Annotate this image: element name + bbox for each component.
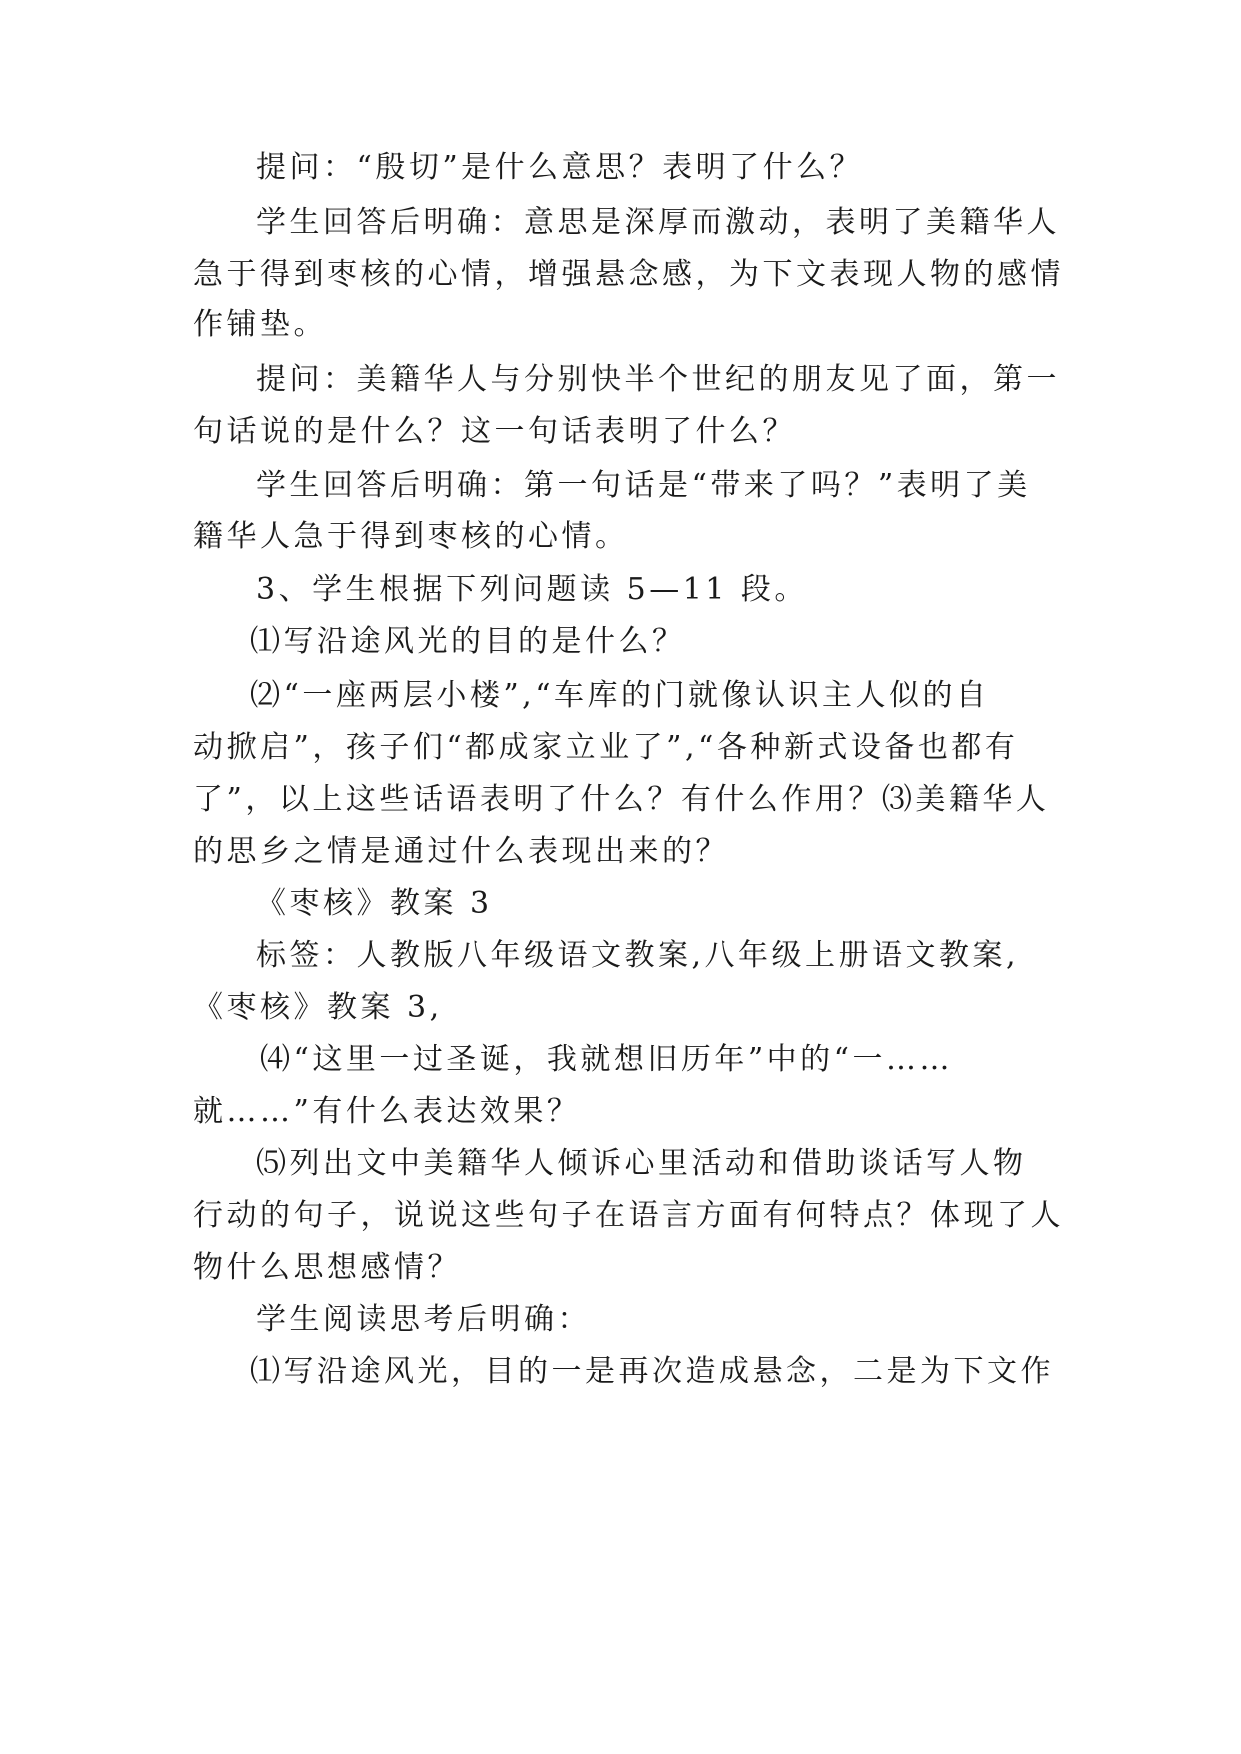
tags-line: 标签：人教版八年级语文教案,八年级上册语文教案, bbox=[256, 938, 1020, 973]
question-item: ⑷“这里一过圣诞，我就想旧历年”中的“一…… bbox=[260, 1042, 954, 1077]
answer-line: ⑴写沿途风光，目的一是再次造成悬念，二是为下文作 bbox=[250, 1354, 1054, 1389]
question-item: 物什么思想感情？ bbox=[193, 1250, 461, 1285]
question-item: 就……”有什么表达效果？ bbox=[193, 1094, 581, 1129]
question-item: 动掀启”，孩子们“都成家立业了”,“各种新式设备也都有 bbox=[193, 730, 1019, 765]
answer-line: 籍华人急于得到枣核的心情。 bbox=[193, 519, 629, 554]
answer-line: 学生回答后明确：第一句话是“带来了吗？”表明了美 bbox=[256, 468, 1031, 503]
answer-line: 学生阅读思考后明确： bbox=[256, 1302, 591, 1337]
answer-line: 作铺垫。 bbox=[193, 307, 327, 342]
question-item: 了”，以上这些话语表明了什么？有什么作用？⑶美籍华人 bbox=[193, 782, 1050, 817]
question-item: 行动的句子，说说这些句子在语言方面有何特点？体现了人 bbox=[193, 1198, 1064, 1233]
answer-line: 学生回答后明确：意思是深厚而激动，表明了美籍华人 bbox=[256, 205, 1060, 240]
question-line: 提问：美籍华人与分别快半个世纪的朋友见了面，第一 bbox=[256, 362, 1060, 397]
document-title: 《枣核》教案 3 bbox=[256, 886, 493, 921]
question-line: 句话说的是什么？这一句话表明了什么？ bbox=[193, 414, 796, 449]
question-item: ⑵“一座两层小楼”,“车库的门就像认识主人似的自 bbox=[250, 678, 990, 713]
answer-line: 急于得到枣核的心情，增强悬念感，为下文表现人物的感情 bbox=[193, 257, 1064, 292]
question-line: 提问：“殷切”是什么意思？表明了什么？ bbox=[256, 150, 864, 185]
question-item: ⑴写沿途风光的目的是什么？ bbox=[250, 624, 686, 659]
section-heading: 3、学生根据下列问题读 5—11 段。 bbox=[256, 572, 808, 607]
tags-line: 《枣核》教案 3, bbox=[193, 990, 443, 1025]
question-item: 的思乡之情是通过什么表现出来的？ bbox=[193, 834, 729, 869]
question-item: ⑸列出文中美籍华人倾诉心里活动和借助谈话写人物 bbox=[256, 1146, 1027, 1181]
